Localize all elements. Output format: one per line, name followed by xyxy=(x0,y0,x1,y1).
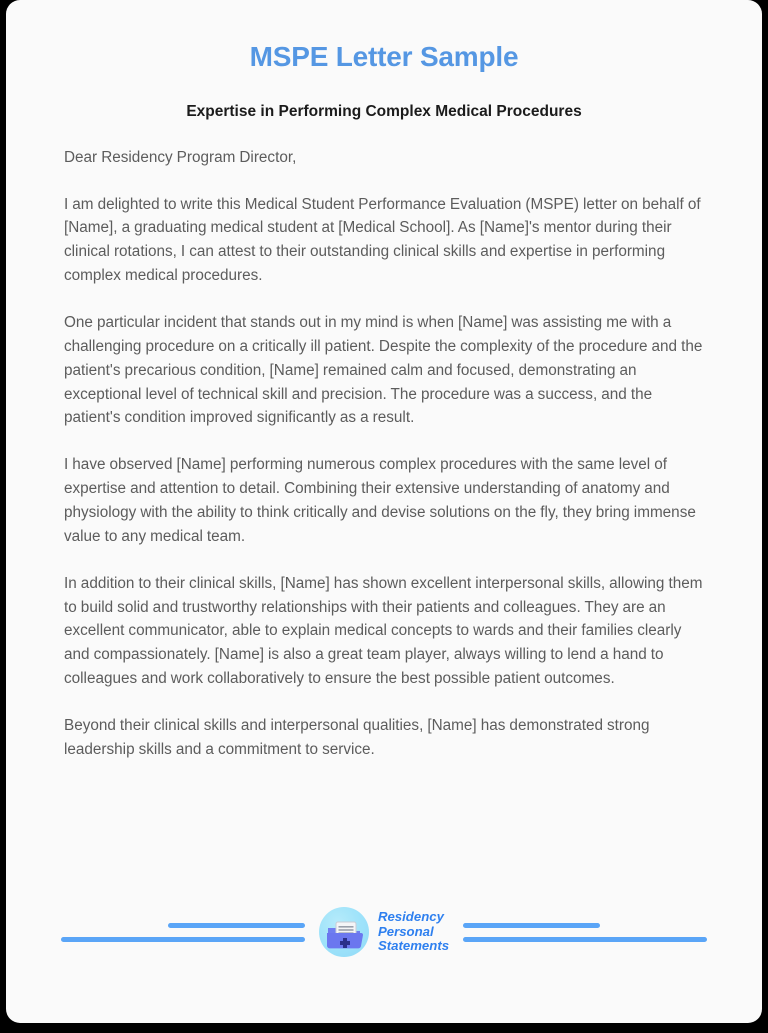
footer-rules-left xyxy=(61,923,305,942)
page-footer xyxy=(6,889,762,975)
brand-logo xyxy=(305,907,463,957)
footer-rule-right-bottom xyxy=(463,937,707,942)
letter-paragraph-1: I am delighted to write this Medical Student Performance Evaluation (MSPE) letter on behalf of [Name], a graduating medical student at [Medical School]. As [Name]'s mentor during their clinical rotations, I can attest to their outstanding clinical skills and expertise in performing complex medical procedures. xyxy=(64,195,701,285)
footer-rule-left-top xyxy=(168,923,305,928)
page-subtitle: Expertise in Performing Complex Medical Procedures xyxy=(186,102,582,120)
letter-paragraph-2: One particular incident that stands out in my mind is when [Name] was assisting me with a challenging procedure on a critically ill patient. Despite the complexity of the procedure and the patient's precarious condition, [Name] remained calm and focused, demonstrating an exceptional level of technical skill and precision. The procedure was a success, and the patient's condition improved significantly as a result. xyxy=(64,314,703,427)
brand-line-1: Residency xyxy=(377,908,444,924)
letter-body xyxy=(6,122,762,762)
brand-line-2: Personal xyxy=(377,923,434,939)
brand-name xyxy=(378,910,449,954)
letter-paragraph-3: I have observed [Name] performing numerous complex procedures with the same level of expertise and attention to detail. Combining their extensive understanding of anatomy and physiology with the ability to think critically and devise solutions on the fly, they bring immense value to any medical team. xyxy=(64,456,696,545)
medical-folder-icon xyxy=(319,907,369,957)
letter-paragraph-5: Beyond their clinical skills and interpersonal qualities, [Name] has demonstrated strong leadership skills and a commitment to service. xyxy=(64,717,650,758)
letter-salutation: Dear Residency Program Director, xyxy=(64,148,297,166)
letter-paragraph-4: In addition to their clinical skills, [Name] has shown excellent interpersonal skills, allowing them to build solid and trustworthy relationships with their patients and colleagues. They are an excellent communicator, able to explain medical concepts to wards and their families clearly and compassionately. [Name] is also a great team player, always willing to lend a hand to colleagues and work collaboratively to ensure the best possible patient outcomes. xyxy=(64,574,703,688)
footer-rule-right-top xyxy=(463,923,600,928)
page-title: MSPE Letter Sample xyxy=(249,41,519,72)
letter-page-card xyxy=(6,0,762,1023)
brand-line-3: Statements xyxy=(377,938,450,954)
footer-rule-left-bottom xyxy=(61,937,305,942)
footer-rules-right xyxy=(463,923,707,942)
